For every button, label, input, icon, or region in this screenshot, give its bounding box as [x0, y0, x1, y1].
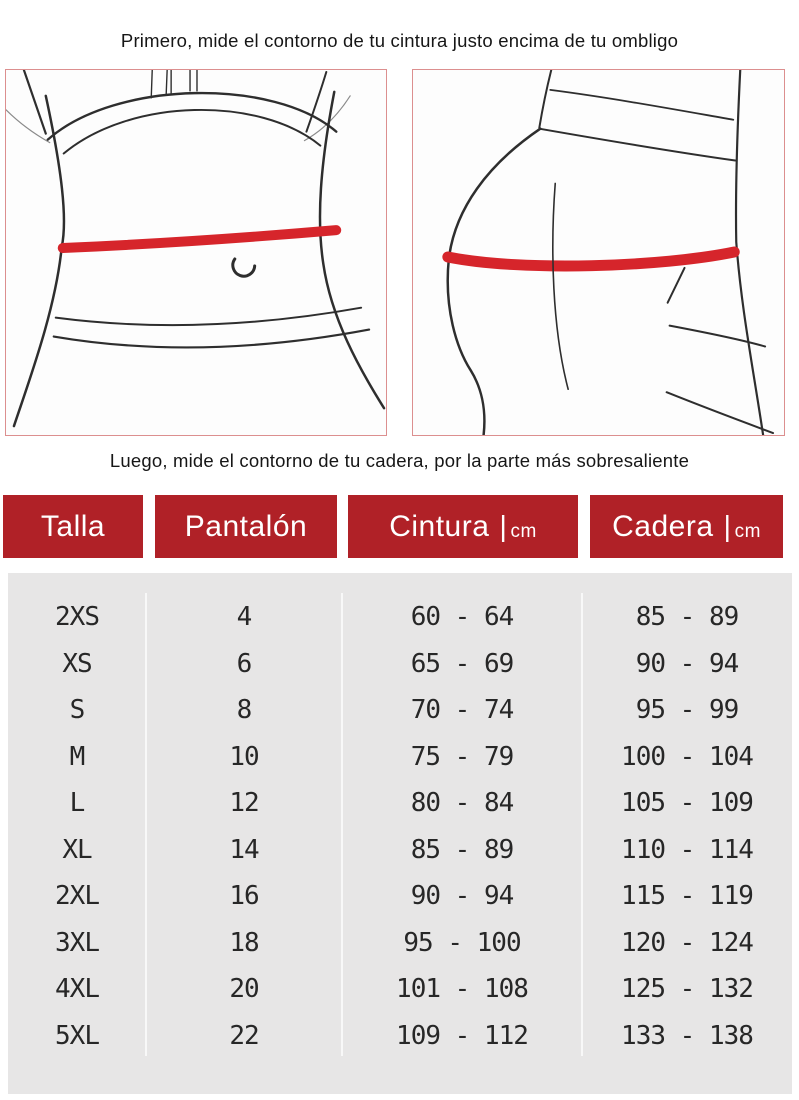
table-cell-cintura: 109 - 112: [396, 1020, 528, 1051]
hip-measure-band: [448, 252, 734, 266]
table-cell-talla: 3XL: [55, 927, 99, 958]
table-cell-cintura: 85 - 89: [410, 834, 514, 865]
table-cell-cadera: 120 - 124: [621, 927, 753, 958]
table-cell-cadera: 125 - 132: [621, 974, 753, 1005]
table-cell-cadera: 110 - 114: [621, 834, 753, 865]
header-pantalon-label: Pantalón: [184, 509, 308, 543]
waist-measurement-figure: [5, 69, 387, 436]
table-cell-pantalon: 6: [236, 648, 252, 679]
table-cell-talla: XL: [62, 834, 92, 865]
table-cell-pantalon: 10: [229, 741, 259, 772]
header-cadera: [590, 495, 783, 558]
table-cell-cintura: 70 - 74: [410, 695, 514, 726]
table-cell-cadera: 105 - 109: [621, 788, 753, 819]
header-pantalon: [155, 495, 337, 558]
table-cell-talla: 2XS: [55, 602, 99, 633]
table-cell-talla: XS: [62, 648, 92, 679]
table-cell-talla: M: [69, 741, 85, 772]
header-talla: [3, 495, 143, 558]
header-cintura-label: Cintura: [389, 509, 490, 543]
waist-instruction-text: Primero, mide el contorno de tu cintura justo encima de tu ombligo: [120, 30, 679, 51]
size-table-body: [8, 594, 792, 1094]
header-cadera-label: Cadera: [612, 509, 714, 543]
table-cell-cintura: 90 - 94: [410, 881, 514, 912]
table-cell-pantalon: 22: [229, 1020, 259, 1051]
header-cintura-sep: |: [499, 511, 508, 543]
table-cell-cadera: 90 - 94: [635, 648, 739, 679]
table-cell-cintura: 95 - 100: [403, 927, 521, 958]
waist-figure-drawing: [6, 70, 386, 435]
table-cell-talla: L: [69, 788, 85, 819]
table-cell-cintura: 60 - 64: [410, 602, 514, 633]
header-cadera-unit: cm: [734, 520, 761, 542]
header-cintura-unit: cm: [510, 520, 537, 542]
hip-instruction-text: Luego, mide el contorno de tu cadera, por la parte más sobresaliente: [109, 450, 690, 471]
table-cell-talla: S: [69, 695, 85, 726]
table-cell-talla: 4XL: [55, 974, 99, 1005]
table-cell-cadera: 100 - 104: [621, 741, 753, 772]
table-cell-talla: 2XL: [55, 881, 99, 912]
table-cell-cadera: 85 - 89: [635, 602, 739, 633]
table-cell-pantalon: 4: [236, 602, 252, 633]
header-cintura: [348, 495, 578, 558]
size-table-panel: [8, 573, 792, 1094]
table-cell-pantalon: 8: [236, 695, 252, 726]
header-cadera-sep: |: [723, 511, 732, 543]
table-cell-cintura: 101 - 108: [396, 974, 528, 1005]
table-cell-pantalon: 16: [229, 881, 259, 912]
hip-measurement-figure: [412, 69, 785, 436]
waist-measure-band: [63, 230, 337, 248]
table-cell-talla: 5XL: [55, 1020, 99, 1051]
table-cell-pantalon: 18: [229, 927, 259, 958]
table-cell-pantalon: 20: [229, 974, 259, 1005]
hip-figure-drawing: [413, 70, 784, 435]
table-cell-cadera: 95 - 99: [635, 695, 739, 726]
table-cell-cintura: 65 - 69: [410, 648, 514, 679]
table-cell-cadera: 133 - 138: [621, 1020, 753, 1051]
table-cell-pantalon: 12: [229, 788, 259, 819]
table-cell-cintura: 80 - 84: [410, 788, 514, 819]
table-cell-cadera: 115 - 119: [621, 881, 753, 912]
table-cell-pantalon: 14: [229, 834, 259, 865]
table-cell-cintura: 75 - 79: [410, 741, 514, 772]
header-talla-label: Talla: [40, 509, 106, 543]
